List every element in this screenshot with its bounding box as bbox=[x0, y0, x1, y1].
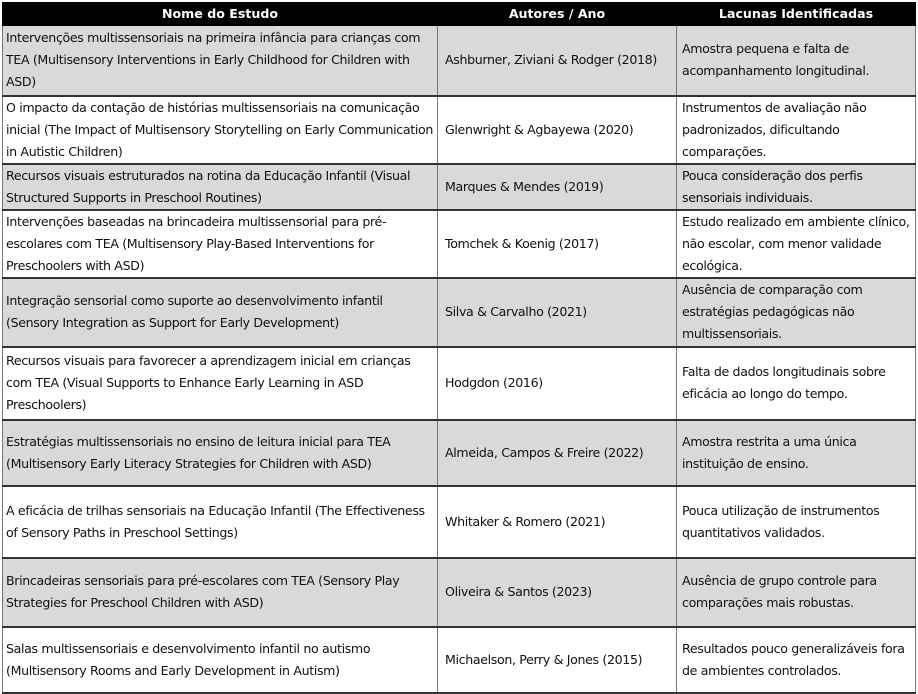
gaps-cell: Ausência de comparação com estratégias pedagógicas não multissensoriais. bbox=[677, 278, 916, 347]
study-name-cell: Intervenções baseadas na brincadeira multissensorial para pré-escolares com TEA (Multisensory Play-Based Interventions for Preschoolers with ASD) bbox=[3, 210, 438, 278]
gaps-cell: Amostra restrita a uma única instituição de ensino. bbox=[677, 420, 916, 486]
authors-cell: Hodgdon (2016) bbox=[438, 347, 677, 420]
header-gaps: Lacunas Identificadas bbox=[677, 3, 916, 26]
gaps-cell: Amostra pequena e falta de acompanhamento longitudinal. bbox=[677, 26, 916, 96]
gaps-cell: Estudo realizado em ambiente clínico, não escolar, com menor validade ecológica. bbox=[677, 210, 916, 278]
header-study-name: Nome do Estudo bbox=[3, 3, 438, 26]
header-authors-year: Autores / Ano bbox=[438, 3, 677, 26]
table-row bbox=[3, 558, 916, 627]
authors-cell: Whitaker & Romero (2021) bbox=[438, 486, 677, 558]
study-name-cell: Estratégias multissensoriais no ensino de leitura inicial para TEA (Multisensory Early Literacy Strategies for Children with ASD) bbox=[3, 420, 438, 486]
gaps-cell: Pouca utilização de instrumentos quantitativos validados. bbox=[677, 486, 916, 558]
authors-cell: Michaelson, Perry & Jones (2015) bbox=[438, 627, 677, 693]
study-name-cell: Intervenções multissensoriais na primeira infância para crianças com TEA (Multisensory Interventions in Early Childhood for Children with ASD) bbox=[3, 26, 438, 96]
table-row bbox=[3, 486, 916, 558]
gaps-cell: Pouca consideração dos perfis sensoriais individuais. bbox=[677, 164, 916, 210]
gaps-cell: Instrumentos de avaliação não padronizados, dificultando comparações. bbox=[677, 96, 916, 164]
table-row bbox=[3, 627, 916, 693]
gaps-cell: Resultados pouco generalizáveis fora de ambientes controlados. bbox=[677, 627, 916, 693]
table-header bbox=[3, 3, 916, 26]
study-name-cell: A eficácia de trilhas sensoriais na Educação Infantil (The Effectiveness of Sensory Paths in Preschool Settings) bbox=[3, 486, 438, 558]
table-row bbox=[3, 26, 916, 96]
table-row bbox=[3, 210, 916, 278]
table-row bbox=[3, 164, 916, 210]
study-name-cell: Integração sensorial como suporte ao desenvolvimento infantil (Sensory Integration as Support for Early Development) bbox=[3, 278, 438, 347]
study-name-cell: Brincadeiras sensoriais para pré-escolares com TEA (Sensory Play Strategies for Preschool Children with ASD) bbox=[3, 558, 438, 627]
studies-table bbox=[2, 2, 916, 694]
gaps-cell: Ausência de grupo controle para comparações mais robustas. bbox=[677, 558, 916, 627]
table-row bbox=[3, 96, 916, 164]
authors-cell: Oliveira & Santos (2023) bbox=[438, 558, 677, 627]
study-name-cell: Recursos visuais para favorecer a aprendizagem inicial em crianças com TEA (Visual Supports to Enhance Early Learning in ASD Preschoolers) bbox=[3, 347, 438, 420]
study-name-cell: Recursos visuais estruturados na rotina da Educação Infantil (Visual Structured Supports in Preschool Routines) bbox=[3, 164, 438, 210]
authors-cell: Ashburner, Ziviani & Rodger (2018) bbox=[438, 26, 677, 96]
authors-cell: Silva & Carvalho (2021) bbox=[438, 278, 677, 347]
authors-cell: Marques & Mendes (2019) bbox=[438, 164, 677, 210]
header-row bbox=[3, 3, 916, 26]
study-name-cell: O impacto da contação de histórias multissensoriais na comunicação inicial (The Impact of Multisensory Storytelling on Early Communication in Autistic Children) bbox=[3, 96, 438, 164]
gaps-cell: Falta de dados longitudinais sobre eficácia ao longo do tempo. bbox=[677, 347, 916, 420]
table-body bbox=[3, 26, 916, 693]
authors-cell: Glenwright & Agbayewa (2020) bbox=[438, 96, 677, 164]
authors-cell: Tomchek & Koenig (2017) bbox=[438, 210, 677, 278]
study-name-cell: Salas multissensoriais e desenvolvimento infantil no autismo (Multisensory Rooms and Early Development in Autism) bbox=[3, 627, 438, 693]
table-row bbox=[3, 347, 916, 420]
authors-cell: Almeida, Campos & Freire (2022) bbox=[438, 420, 677, 486]
table-row bbox=[3, 420, 916, 486]
table-row bbox=[3, 278, 916, 347]
